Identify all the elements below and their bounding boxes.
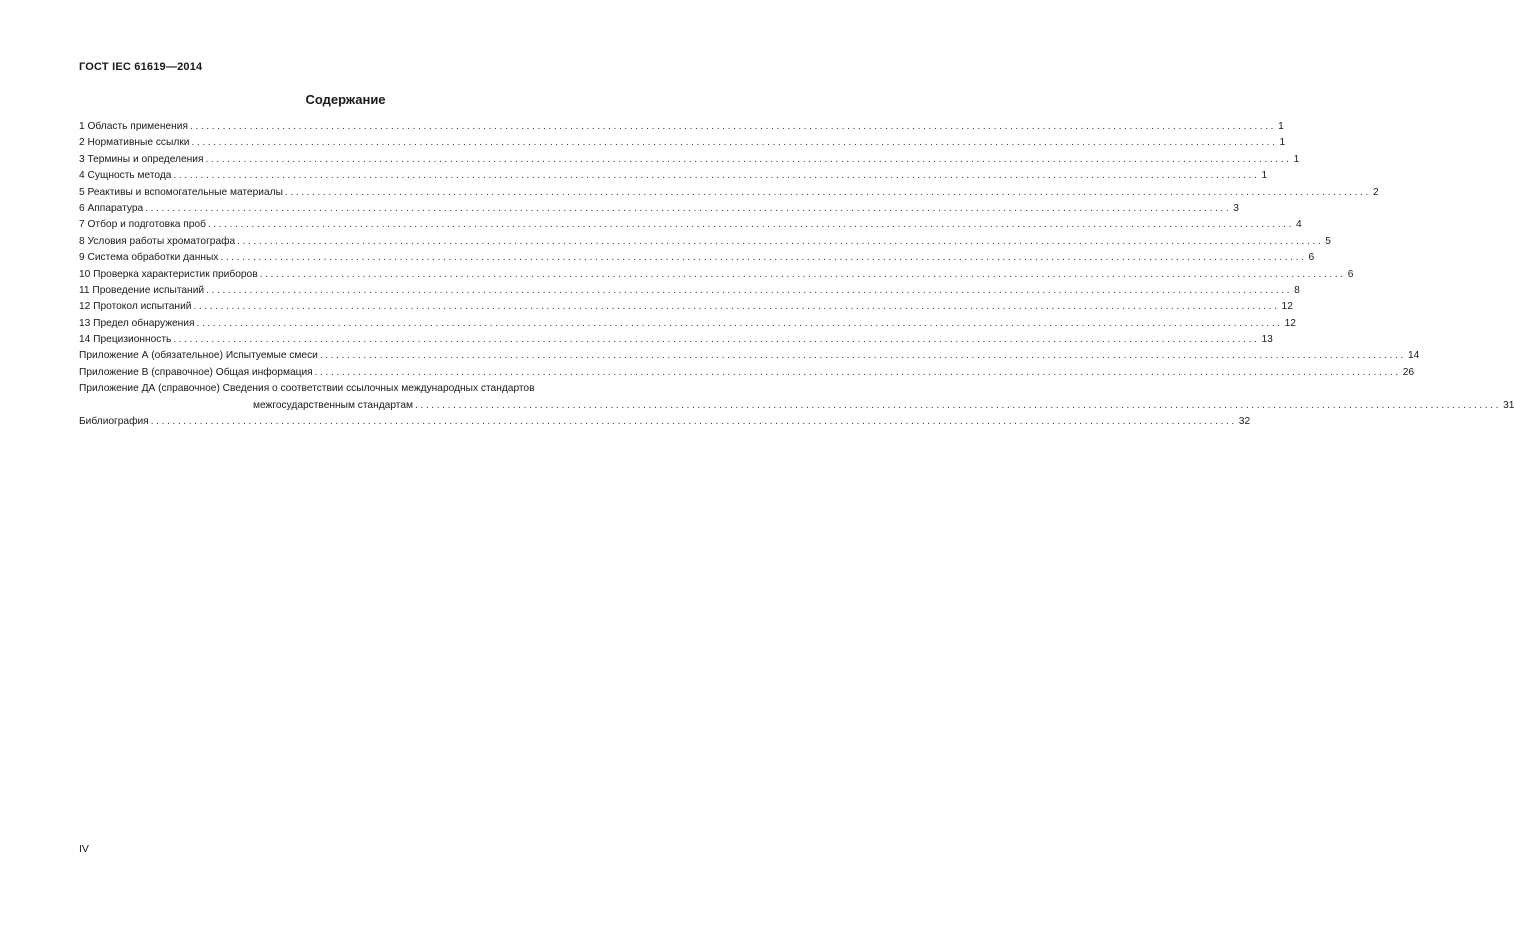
toc-entry[interactable]	[79, 152, 1300, 168]
toc-entry-page: 12	[1281, 301, 1293, 313]
toc-entry[interactable]	[79, 299, 1293, 315]
toc-entry-label: 3 Термины и определения	[79, 153, 204, 165]
toc-entry[interactable]	[79, 267, 1354, 283]
toc-entry[interactable]	[79, 283, 1300, 299]
toc-leader-dots: ........................................................................................................................................................................................................	[189, 121, 1277, 132]
toc-entry-page: 3	[1233, 202, 1239, 214]
toc-entry-label: 13 Предел обнаружения	[79, 317, 195, 329]
toc-entry-appendix-da[interactable]	[79, 381, 1514, 414]
toc-entry[interactable]	[79, 332, 1273, 348]
toc-leader-dots: ........................................................................................................................................................................................................	[196, 317, 1283, 329]
toc-leader-dots: ........................................................................................................................................................................................................	[205, 153, 1292, 165]
toc-entry-label: Приложение В (справочное) Общая информация	[79, 366, 313, 378]
toc-entry-page: 1	[1261, 170, 1268, 182]
toc-entry-label: 6 Аппаратура	[79, 202, 144, 214]
toc-leader-dots: ........................................................................................................................................................................................................	[319, 350, 1406, 362]
toc-entry-label: Приложение А (обязательное) Испытуемые смеси	[79, 350, 318, 362]
toc-entry-page: 12	[1284, 317, 1296, 329]
toc-entry[interactable]	[79, 168, 1268, 184]
toc-entry-label: 11 Проведение испытаний	[79, 284, 205, 296]
toc-entry[interactable]	[79, 135, 1286, 151]
toc-entry-bibliography[interactable]	[79, 414, 1251, 430]
toc-entry-label-line1: Приложение ДА (справочное) Сведения о соответствии ссылочных международных стандартов	[79, 383, 535, 395]
toc-entry-label: 10 Проверка характеристик приборов	[79, 268, 258, 280]
toc-entry-page: 8	[1294, 284, 1300, 296]
toc-entry-page: 6	[1347, 268, 1354, 280]
toc-entry-page: 2	[1373, 186, 1379, 198]
toc-entry-page: 32	[1238, 416, 1251, 428]
toc-leader-dots: ........................................................................................................................................................................................................	[415, 399, 1502, 411]
toc-entry-label: 8 Условия работы хроматографа	[79, 235, 236, 247]
toc-leader-dots: ........................................................................................................................................................................................................	[259, 268, 1346, 280]
toc-entry-page: 26	[1402, 366, 1415, 378]
toc-entry[interactable]	[79, 348, 1420, 364]
toc-leader-dots: ........................................................................................................................................................................................................	[207, 219, 1295, 231]
toc-entry-label: 5 Реактивы и вспомогательные материалы	[79, 186, 283, 198]
toc-leader-dots: ........................................................................................................................................................................................................	[191, 137, 1278, 149]
toc-leader-dots: ........................................................................................................................................................................................................	[220, 252, 1307, 264]
toc-entry[interactable]	[79, 119, 1284, 135]
toc-entry-label: 7 Отбор и подготовка проб	[79, 219, 206, 231]
toc-entry-label: 2 Нормативные ссылки	[79, 137, 190, 149]
toc-entry-page: 13	[1261, 334, 1273, 346]
toc-entry[interactable]	[79, 217, 1302, 233]
toc-leader-dots: ........................................................................................................................................................................................................	[237, 235, 1324, 247]
toc-title: Содержание	[305, 92, 386, 107]
toc-entry-page: 1	[1278, 121, 1284, 132]
toc-leader-dots: ........................................................................................................................................................................................................	[284, 186, 1371, 198]
toc-leader-dots: ........................................................................................................................................................................................................	[150, 416, 1237, 428]
toc-entry[interactable]	[79, 250, 1315, 266]
toc-entry-page: 14	[1407, 350, 1420, 362]
toc-entry-page: 31	[1503, 399, 1514, 411]
toc-entry-label: 9 Система обработки данных	[79, 252, 219, 264]
document-header: ГОСТ IEC 61619—2014	[79, 61, 203, 73]
toc-entry-label: 14 Прецизионность	[79, 334, 172, 346]
toc-entry[interactable]	[79, 365, 1415, 381]
toc-leader-dots: ........................................................................................................................................................................................................	[173, 334, 1260, 346]
toc-entry-page: 4	[1296, 219, 1302, 231]
toc-leader-dots: ........................................................................................................................................................................................................	[206, 284, 1293, 296]
toc-entries	[79, 119, 1420, 381]
page-number: IV	[79, 843, 89, 855]
toc-entry-label: 4 Сущность метода	[79, 170, 172, 182]
toc-leader-dots: ........................................................................................................................................................................................................	[193, 301, 1280, 313]
toc-entry-page: 1	[1293, 153, 1300, 165]
toc-leader-dots: ........................................................................................................................................................................................................	[145, 202, 1232, 214]
toc-entry-page: 6	[1308, 252, 1315, 264]
toc-entry-label: 1 Область применения	[79, 121, 188, 132]
toc-entry[interactable]	[79, 201, 1239, 217]
toc-leader-dots: ........................................................................................................................................................................................................	[173, 170, 1260, 182]
toc-entry[interactable]	[79, 185, 1379, 201]
toc-entry-label: Библиография	[79, 416, 149, 428]
table-of-contents	[79, 119, 1514, 430]
toc-entry-label: 12 Протокол испытаний	[79, 301, 192, 313]
toc-entry-page: 5	[1325, 235, 1331, 247]
toc-leader-dots: ........................................................................................................................................................................................................	[314, 366, 1401, 378]
toc-entry-page: 1	[1279, 137, 1286, 149]
toc-entry[interactable]	[79, 234, 1331, 250]
toc-entry[interactable]	[79, 316, 1296, 332]
toc-entry-label-line2: межгосударственным стандартам	[253, 399, 413, 411]
